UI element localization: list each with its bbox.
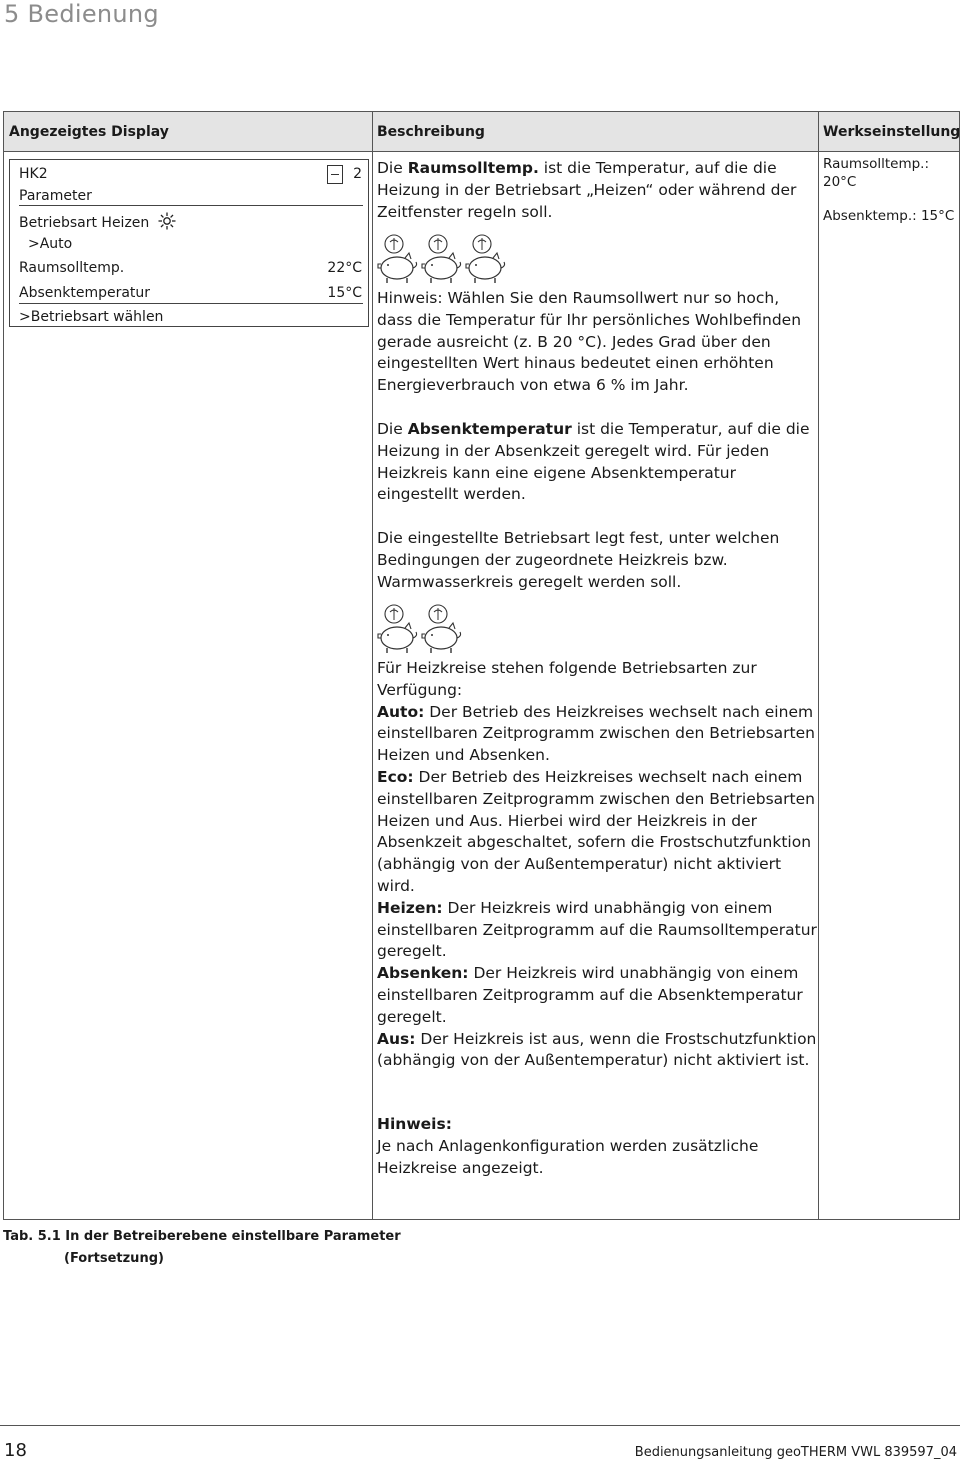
document-title: Bedienungsanleitung geoTHERM VWL 839597_04 (634, 1445, 957, 1460)
hint-text: Je nach Anlagenkonfiguration werden zusätzliche Heizkreise angezeigt. (377, 1136, 759, 1177)
default-setback-temp: Absenktemp.: 15°C (823, 208, 955, 224)
savings-icons (377, 232, 507, 284)
mode-absenken: Absenken: Der Heizkreis wird unabhängig von einem einstellbaren Zeitprogramm auf die Absenktemperatur geregelt. (377, 964, 803, 1026)
header-default: Werkseinstellung (823, 124, 960, 140)
display-mode (19, 212, 176, 231)
table-caption (3, 1226, 401, 1270)
sun-icon (158, 212, 176, 230)
description-hint-room: Hinweis: Wählen Sie den Raumsollwert nur so hoch, dass die Temperatur für Ihr persönliches Wohlbefinden gerade ausreicht (z. B 20 °C). Jedes Grad über den eingestellten Wert hinaus bedeutet einen erhöhten Energieverbrauch von etwa 6 % im Jahr. (377, 289, 802, 395)
description-hint-circuits (377, 1114, 817, 1179)
header-display: Angezeigtes Display (9, 124, 169, 140)
page-number: 18 (4, 1440, 27, 1460)
description-mode: Die eingestellte Betriebsart legt fest, unter welchen Bedingungen der zugeordnete Heizkreis bzw. Warmwasserkreis geregelt werden soll. (377, 529, 780, 591)
display-select: >Betriebsart wählen (19, 309, 164, 325)
section-title: 5 Bedienung (4, 0, 159, 28)
display-auto: >Auto (28, 236, 73, 252)
piggy-bank-icon (377, 232, 419, 284)
savings-icons (377, 602, 463, 654)
mode-eco: Eco: Der Betrieb des Heizkreises wechselt nach einem einstellbaren Zeitprogramm zwischen den Betriebsarten Heizen und Aus. Hierbei wird der Heizkreis in der Absenkzeit abgeschaltet, sofern die Frostschutzfunktion (abhängig von der Außentemperatur) nicht aktiviert wird. (377, 767, 815, 895)
column-divider (818, 112, 819, 1219)
description-mode-list (377, 658, 817, 1072)
display-page-number: 2 (353, 166, 362, 182)
modes-intro: Für Heizkreise stehen folgende Betriebsarten zur Verfügung: (377, 659, 757, 699)
mode-auto: Auto: Der Betrieb des Heizkreises wechselt nach einem einstellbaren Zeitprogramm zwischen den Betriebsarten Heizen und Absenken. (377, 702, 815, 765)
display-room-value: 22°C (327, 260, 362, 276)
default-room-temp: Raumsolltemp.: 20°C (823, 156, 930, 190)
mode-heizen: Heizen: Der Heizkreis wird unabhängig von einem einstellbaren Zeitprogramm auf die Raumsolltemperatur geregelt. (377, 898, 817, 961)
mode-aus: Aus: Der Heizkreis ist aus, wenn die Frostschutzfunktion (abhängig von der Außentemperatur) nicht aktiviert ist. (377, 1029, 817, 1070)
footer-rule (0, 1425, 960, 1426)
piggy-bank-icon (421, 232, 463, 284)
description-room-temp: Die Raumsolltemp. ist die Temperatur, auf die die Heizung in der Betriebsart „Heizen“ oder während der Zeitfenster regeln soll. (377, 159, 797, 221)
table-header (4, 112, 959, 152)
menu-page-icon (327, 165, 343, 184)
display-screen (9, 159, 369, 327)
display-divider (19, 303, 363, 304)
display-parameter: Parameter (19, 188, 92, 204)
display-mode-label: Betriebsart Heizen (19, 215, 150, 231)
description-setback: Die Absenktemperatur ist die Temperatur, auf die die Heizung in der Absenkzeit geregelt wird. Für jeden Heizkreis kann eine eigene Absenktemperatur eingestellt werden. (377, 420, 810, 504)
header-description: Beschreibung (377, 124, 485, 140)
piggy-bank-icon (421, 602, 463, 654)
display-divider (19, 205, 363, 206)
display-title: HK2 (19, 166, 48, 182)
piggy-bank-icon (377, 602, 419, 654)
display-setback-label: Absenktemperatur (19, 285, 151, 301)
display-setback-value: 15°C (327, 285, 362, 301)
caption-line2: (Fortsetzung) (64, 1251, 164, 1266)
caption-line1: Tab. 5.1 In der Betreiberebene einstellbare Parameter (3, 1229, 401, 1244)
piggy-bank-icon (465, 232, 507, 284)
hint-label: Hinweis: (377, 1115, 452, 1133)
display-room-label: Raumsolltemp. (19, 260, 125, 276)
column-divider (372, 112, 373, 1219)
